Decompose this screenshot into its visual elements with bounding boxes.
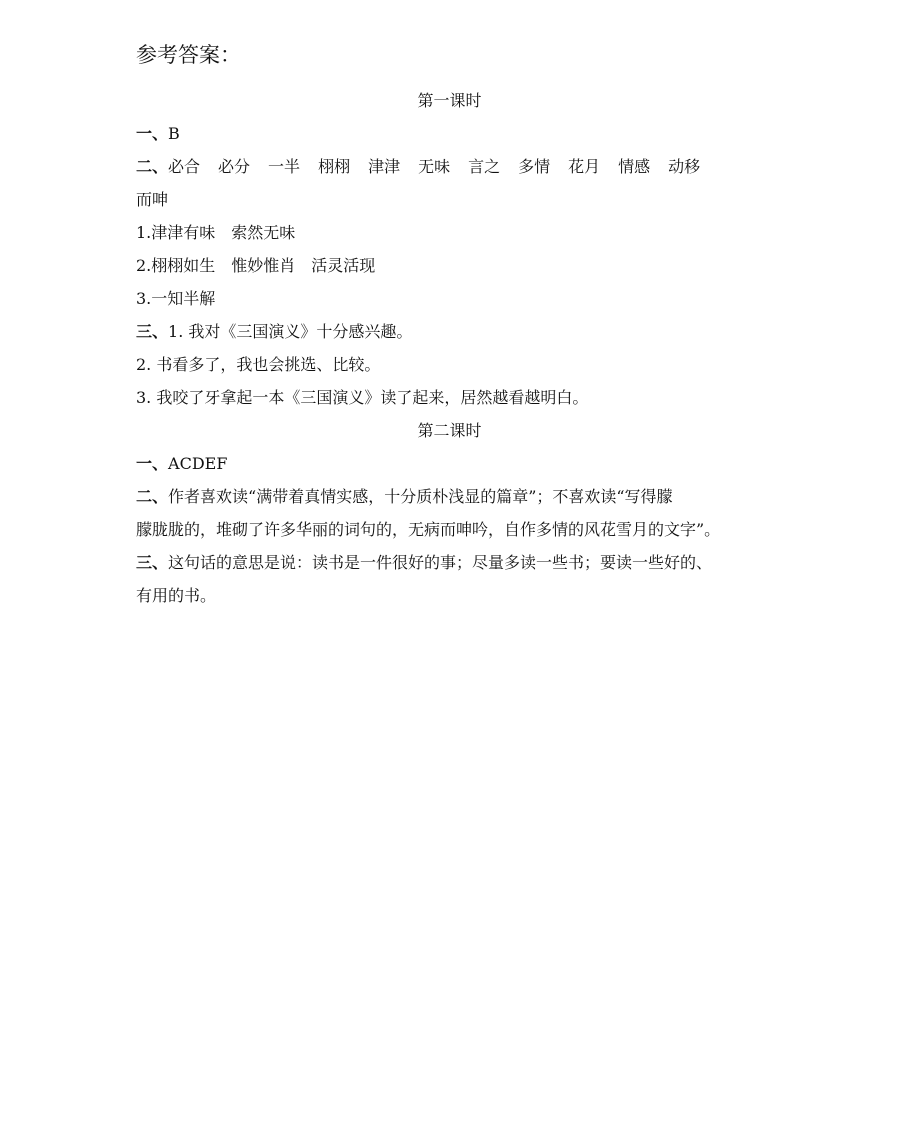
q3-text: 这句话的意思是说：读书是一件很好的事；尽量多读一些书；要读一些好的、 xyxy=(168,553,713,572)
q3-marker: 三、 xyxy=(136,553,169,572)
q3-marker: 三、 xyxy=(136,322,169,341)
lesson1-q2-item-3: 3.一知半解 xyxy=(136,289,216,308)
q2-word: 无味 xyxy=(418,157,451,176)
q1-answer: ACDEF xyxy=(168,454,228,473)
lesson1-q2 xyxy=(136,150,776,183)
q2-word: 情感 xyxy=(618,157,651,176)
q2-word: 一半 xyxy=(268,157,301,176)
q2-word: 花月 xyxy=(568,157,601,176)
q1-answer: B xyxy=(168,124,180,143)
lesson2-q3-line-1 xyxy=(136,546,776,579)
q2-word: 栩栩 xyxy=(318,157,351,176)
answer-page xyxy=(136,40,776,612)
page-title: 参考答案： xyxy=(136,43,241,67)
q1-marker: 一、 xyxy=(136,454,169,473)
q2-word: 必合 xyxy=(168,157,201,176)
lesson1-q2-item-2: 2.栩栩如生 惟妙惟肖 活灵活现 xyxy=(136,256,376,275)
q2-word: 言之 xyxy=(468,157,501,176)
lesson2-q2-line-2: 朦胧胧的，堆砌了许多华丽的词句的，无病而呻吟，自作多情的风花雪月的文字”。 xyxy=(136,520,721,539)
q2-marker: 二、 xyxy=(136,487,169,506)
q1-marker: 一、 xyxy=(136,124,169,143)
lesson1-q3-item-1 xyxy=(136,315,776,348)
lesson1-q1 xyxy=(136,117,776,150)
lesson1-q2-continued: 而呻 xyxy=(136,190,169,209)
lesson1-q3-item-2: 2. 书看多了，我也会挑选、比较。 xyxy=(136,355,381,374)
lesson1-q3-item-3: 3. 我咬了牙拿起一本《三国演义》读了起来，居然越看越明白。 xyxy=(136,388,589,407)
section-title-lesson-1: 第一课时 xyxy=(417,91,482,110)
q2-word: 动移 xyxy=(668,157,701,176)
q2-word: 多情 xyxy=(518,157,551,176)
lesson2-q1 xyxy=(136,447,776,480)
q2-text: 作者喜欢读“满带着真情实感，十分质朴浅显的篇章”；不喜欢读“写得朦 xyxy=(168,487,673,506)
lesson2-q2-line-1 xyxy=(136,480,776,513)
lesson2-q3-line-2: 有用的书。 xyxy=(136,586,217,605)
q2-word: 津津 xyxy=(368,157,401,176)
q3-item-text: 1. 我对《三国演义》十分感兴趣。 xyxy=(168,322,413,341)
lesson1-q2-item-1: 1.津津有味 索然无味 xyxy=(136,223,296,242)
q2-word: 必分 xyxy=(218,157,251,176)
section-title-lesson-2: 第二课时 xyxy=(417,421,482,440)
q2-marker: 二、 xyxy=(136,157,169,176)
